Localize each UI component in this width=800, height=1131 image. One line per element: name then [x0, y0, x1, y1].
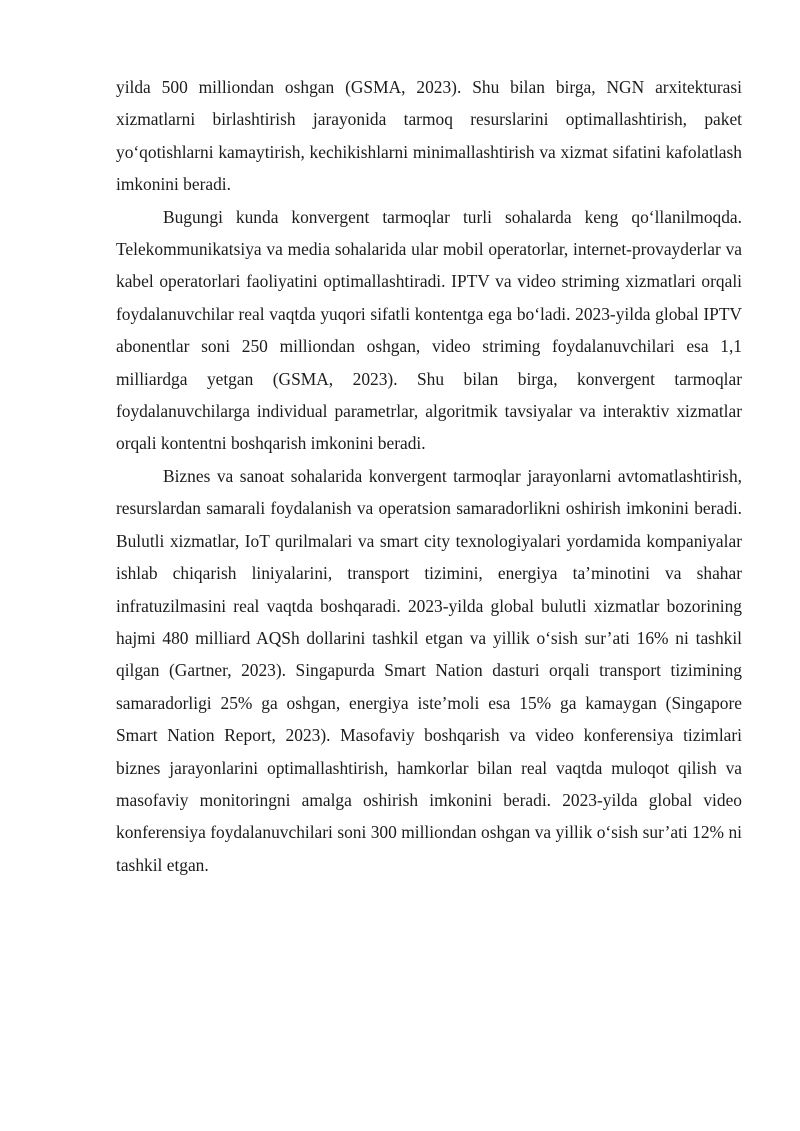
- body-text: [116, 71, 742, 881]
- paragraph-convergent-networks-applications: Bugungi kunda konvergent tarmoqlar turli sohalarda keng qo‘llanilmoqda. Telekommunikatsiya va media sohalarida ular mobil operatorlar, internet-provayderlar va kabel operatorlari faoliyatini optimallashtiradi. IPTV va video striming xizmatlari orqali foydalanuvchilar real vaqtda yuqori sifatli kontentga ega bo‘ladi. 2023-yilda global IPTV abonentlar soni 250 milliondan oshgan, video striming foydalanuvchilari esa 1,1 milliardga yetgan (GSMA, 2023). Shu bilan birga, konvergent tarmoqlar foydalanuvchilarga individual parametrlar, algoritmik tavsiyalar va interaktiv xizmatlar orqali kontentni boshqarish imkonini beradi.: [116, 206, 742, 454]
- paragraph-continuation: yilda 500 milliondan oshgan (GSMA, 2023). Shu bilan birga, NGN arxitekturasi xizmatlarni birlashtirish jarayonida tarmoq resurslarini optimallashtirish, paket yo‘qotishlarni kamaytirish, kechikishlarni minimallashtirish va xizmat sifatini kafolatlash imkonini beradi.: [116, 77, 742, 195]
- paragraph-business-industry: Biznes va sanoat sohalarida konvergent tarmoqlar jarayonlarni avtomatlashtirish, resurslardan samarali foydalanish va operatsion samaradorlikni oshirish imkonini beradi. Bulutli xizmatlar, IoT qurilmalari va smart city texnologiyalari yordamida kompaniyalar ishlab chiqarish liniyalarini, transport tizimini, energiya ta’minotini va shahar infratuzilmasini real vaqtda boshqaradi. 2023-yilda global bulutli xizmatlar bozorining hajmi 480 milliard AQSh dollarini tashkil etgan va yillik o‘sish sur’ati 16% ni tashkil qilgan (Gartner, 2023). Singapurda Smart Nation dasturi orqali transport tizimining samaradorligi 25% ga oshgan, energiya iste’moli esa 15% ga kamaygan (Singapore Smart Nation Report, 2023). Masofaviy boshqarish va video konferensiya tizimlari biznes jarayonlarini optimallashtirish, hamkorlar bilan real vaqtda muloqot qilish va masofaviy monitoringni amalga oshirish imkonini beradi. 2023-yilda global video konferensiya foydalanuvchilari soni 300 milliondan oshgan va yillik o‘sish sur’ati 12% ni tashkil etgan.: [116, 465, 742, 875]
